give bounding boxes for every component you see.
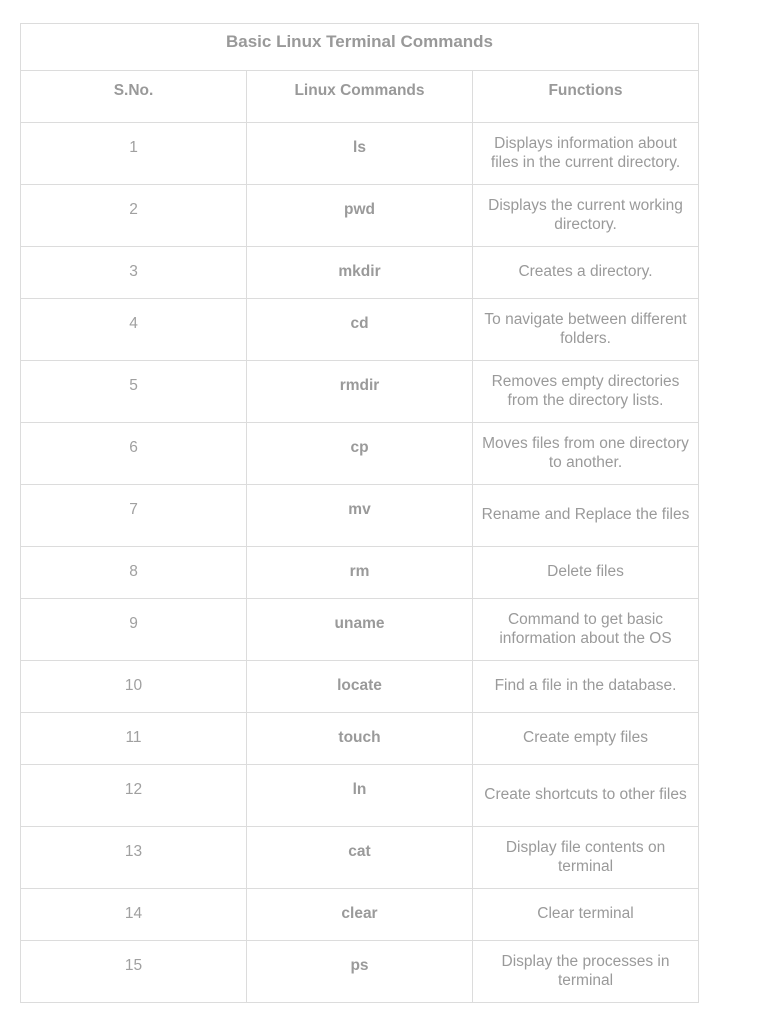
row-number: 2 xyxy=(21,185,247,247)
table-row xyxy=(21,485,699,547)
command-function: Removes empty directories from the directory lists. xyxy=(473,361,699,423)
command-name: locate xyxy=(247,661,473,713)
row-number: 14 xyxy=(21,889,247,941)
table-row xyxy=(21,299,699,361)
row-number: 13 xyxy=(21,827,247,889)
command-name: mkdir xyxy=(247,247,473,299)
command-name: ln xyxy=(247,765,473,827)
command-function: Clear terminal xyxy=(473,889,699,941)
table-title: Basic Linux Terminal Commands xyxy=(21,24,699,71)
row-number: 15 xyxy=(21,941,247,1003)
command-name: clear xyxy=(247,889,473,941)
row-number: 3 xyxy=(21,247,247,299)
command-function: Creates a directory. xyxy=(473,247,699,299)
commands-table xyxy=(20,23,699,1003)
table-body xyxy=(21,123,699,1003)
row-number: 1 xyxy=(21,123,247,185)
command-name: cp xyxy=(247,423,473,485)
table-row xyxy=(21,599,699,661)
command-function: Displays information about files in the current directory. xyxy=(473,123,699,185)
command-name: cat xyxy=(247,827,473,889)
table-row xyxy=(21,661,699,713)
command-function: Delete files xyxy=(473,547,699,599)
column-header-functions: Functions xyxy=(473,71,699,123)
row-number: 5 xyxy=(21,361,247,423)
table-row xyxy=(21,827,699,889)
table-row xyxy=(21,423,699,485)
table-row xyxy=(21,713,699,765)
command-function: Create empty files xyxy=(473,713,699,765)
row-number: 6 xyxy=(21,423,247,485)
table-row xyxy=(21,123,699,185)
row-number: 10 xyxy=(21,661,247,713)
table-row xyxy=(21,547,699,599)
commands-table-container xyxy=(20,23,698,1003)
command-function: To navigate between different folders. xyxy=(473,299,699,361)
command-name: uname xyxy=(247,599,473,661)
command-name: cd xyxy=(247,299,473,361)
command-function: Create shortcuts to other files xyxy=(473,765,699,827)
command-name: pwd xyxy=(247,185,473,247)
row-number: 11 xyxy=(21,713,247,765)
row-number: 7 xyxy=(21,485,247,547)
row-number: 4 xyxy=(21,299,247,361)
column-header-commands: Linux Commands xyxy=(247,71,473,123)
table-row xyxy=(21,185,699,247)
table-row xyxy=(21,361,699,423)
command-function: Display the processes in terminal xyxy=(473,941,699,1003)
command-function: Find a file in the database. xyxy=(473,661,699,713)
column-header-sno: S.No. xyxy=(21,71,247,123)
command-name: rmdir xyxy=(247,361,473,423)
table-row xyxy=(21,941,699,1003)
command-name: rm xyxy=(247,547,473,599)
command-function: Display file contents on terminal xyxy=(473,827,699,889)
command-function: Rename and Replace the files xyxy=(473,485,699,547)
table-row xyxy=(21,247,699,299)
table-row xyxy=(21,765,699,827)
command-name: mv xyxy=(247,485,473,547)
row-number: 8 xyxy=(21,547,247,599)
row-number: 9 xyxy=(21,599,247,661)
command-name: ls xyxy=(247,123,473,185)
command-name: touch xyxy=(247,713,473,765)
command-function: Displays the current working directory. xyxy=(473,185,699,247)
row-number: 12 xyxy=(21,765,247,827)
table-row xyxy=(21,889,699,941)
command-function: Moves files from one directory to another. xyxy=(473,423,699,485)
command-function: Command to get basic information about the OS xyxy=(473,599,699,661)
command-name: ps xyxy=(247,941,473,1003)
